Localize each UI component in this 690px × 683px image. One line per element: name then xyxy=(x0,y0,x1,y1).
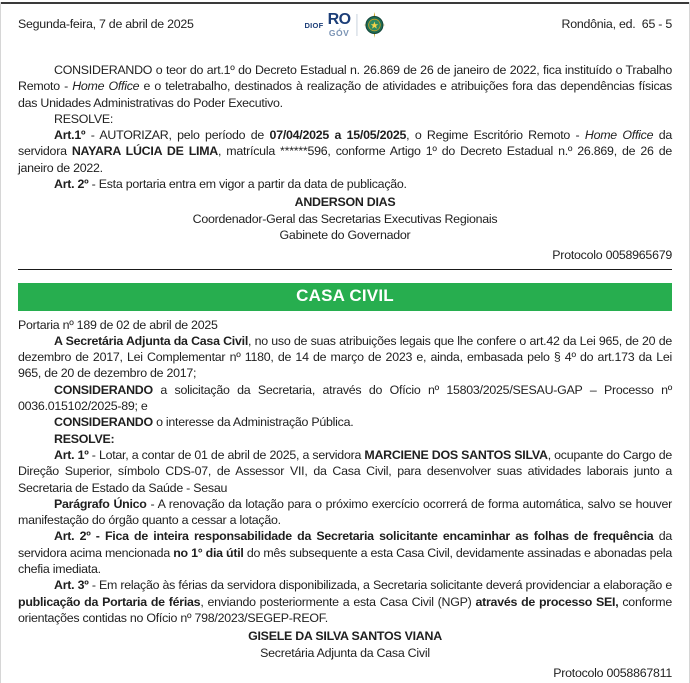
ro-gov-logo-text xyxy=(328,12,351,38)
text-run: a solicitação da Secretaria, através do Ofício nº 15803/2025/SESAU-GAP – Processo nº 0036.015102/2025-89; e xyxy=(18,382,672,414)
text-run: , enviando posteriormente a esta Casa Civil (NGP) xyxy=(200,594,476,609)
text-run: Art. 3º xyxy=(54,578,89,593)
text-run: conforme orientações contidas no Ofício nº 798/2023/SEGEP-REOF. xyxy=(18,594,673,625)
text-run: NAYARA LÚCIA DE LIMA xyxy=(71,144,218,159)
ro-logo-text: RO xyxy=(327,11,351,29)
portaria-home-office-paragraphs xyxy=(18,62,672,192)
page-header xyxy=(1,4,689,50)
text-run: Parágrafo Único xyxy=(54,496,147,511)
diof-logo-text: DIOF xyxy=(304,20,324,30)
logo-divider xyxy=(357,14,358,36)
text-run: o interesse da Administração Pública. xyxy=(152,415,354,430)
gov-logo-text: GÓV xyxy=(328,28,350,39)
header-date: Segunda-feira, 7 de abril de 2025 xyxy=(18,17,194,31)
signatory-role: Secretária Adjunta da Casa Civil xyxy=(260,645,430,660)
text-run: da servidora xyxy=(18,128,673,159)
text-run: , no uso de suas atribuições legais que lhe confere o art.42 da Lei 965, de 20 de dezembro de 2017, Lei Complementar nº 1180, de 14 de março de 2023 e, ainda, embasada pelo § 4º do art.173 da Lei 965, de 20 de dezembro de 2017; xyxy=(18,333,672,381)
text-run: Art.1º xyxy=(54,128,86,143)
rondonia-coat-of-arms-icon xyxy=(364,12,386,38)
casa-civil-banner xyxy=(18,283,672,311)
text-run: - Lotar, a contar de 01 de abril de 2025, a servidora xyxy=(88,447,365,462)
signatory-office: Gabinete do Governador xyxy=(279,227,411,242)
header-edition: Rondônia, ed. 65 - 5 xyxy=(561,17,672,31)
text-run: , o Regime Escritório Remoto - xyxy=(406,128,585,143)
portaria-home-office-section xyxy=(18,62,672,264)
text-run: do mês subsequente a esta Casa Civil, devidamente assinadas e abonadas pela chefia imediata. xyxy=(18,545,672,577)
portaria-189-paragraph-9 xyxy=(18,577,672,626)
text-run: Art. 2º xyxy=(54,177,89,192)
text-run: A Secretária Adjunta da Casa Civil xyxy=(54,333,249,348)
signature-block-gisele-viana xyxy=(18,628,672,661)
text-run: 07/04/2025 a 15/05/2025 xyxy=(269,128,407,143)
text-run: Home Office xyxy=(72,79,140,94)
portaria-home-office-paragraph-1 xyxy=(18,62,672,111)
text-run: - Em relação às férias da servidora disponibilizada, a Secretaria solicitante deverá providenciar a elaboração e xyxy=(88,578,672,593)
document-body xyxy=(1,62,689,681)
portaria-189-paragraph-8 xyxy=(18,528,672,577)
text-run: Portaria nº 189 de 02 de abril de 2025 xyxy=(18,317,218,332)
portaria-189-paragraph-5 xyxy=(18,431,672,447)
casa-civil-section xyxy=(18,283,672,682)
text-run: CONSIDERANDO xyxy=(54,382,153,397)
signatory-role: Coordenador-Geral das Secretarias Executivas Regionais xyxy=(192,211,498,226)
portaria-189-paragraph-1 xyxy=(18,317,672,333)
text-run: , ocupante do Cargo de Direção Superior, símbolo CDS-07, de Assessor VII, da Casa Civil, para desenvolver suas atividades laborais junto a Secretaria de Estado da Saúde - Sesau xyxy=(18,447,673,495)
signatory-name: ANDERSON DIAS xyxy=(294,195,396,210)
casa-civil-banner-title: CASA CIVIL xyxy=(296,286,394,306)
portaria-189-paragraph-2 xyxy=(18,333,672,382)
text-run: RESOLVE: xyxy=(54,111,114,126)
portaria-189-paragraph-4 xyxy=(18,414,672,430)
text-run: publicação da Portaria de férias xyxy=(18,594,201,609)
text-run: - A renovação da lotação para o próximo exercício ocorrerá de forma automática, salvo se houver manifestação do órgão quanto a cessar a lotação. xyxy=(18,496,672,528)
protocol-number-1: Protocolo 0058965679 xyxy=(552,248,672,263)
section-divider xyxy=(18,269,672,270)
signatory-name: GISELE DA SILVA SANTOS VIANA xyxy=(248,629,442,644)
diario-oficial-page xyxy=(0,2,690,683)
portaria-189-paragraph-7 xyxy=(18,496,672,529)
portaria-189-paragraphs xyxy=(18,317,672,627)
text-run: - AUTORIZAR, pelo período de xyxy=(85,128,270,143)
text-run: RESOLVE: xyxy=(54,431,115,446)
portaria-home-office-paragraph-3 xyxy=(18,127,672,176)
text-run: CONSIDERANDO o teor do art.1º do Decreto Estadual n. 26.869 de 26 de janeiro de 2022, fica instituído o Trabalho Remoto - xyxy=(18,63,672,94)
text-run: - Esta portaria entra em vigor a partir da data de publicação. xyxy=(88,177,407,192)
diof-logo xyxy=(304,12,385,38)
text-run: CONSIDERANDO xyxy=(54,415,153,430)
text-run: MARCIENE DOS SANTOS SILVA xyxy=(364,447,548,462)
portaria-home-office-paragraph-2 xyxy=(18,111,672,127)
signature-block-anderson-dias xyxy=(18,194,672,243)
text-run: no 1° dia útil xyxy=(173,545,244,560)
text-run: Home Office xyxy=(584,128,654,143)
portaria-home-office-paragraph-4 xyxy=(18,176,672,192)
text-run: , matrícula ******596, conforme Artigo 1º do Decreto Estadual n.º 26.869, de 26 de janeiro de 2022. xyxy=(18,144,672,175)
portaria-189-paragraph-6 xyxy=(18,447,672,496)
text-run: da servidora acima mencionada xyxy=(18,529,672,560)
text-run: Art. 2º - Fica de inteira responsabilidade da Secretaria solicitante encaminhar as folhas de frequência xyxy=(54,529,654,544)
text-run: através de processo SEI, xyxy=(475,594,619,609)
text-run: Art. 1º xyxy=(54,447,89,462)
text-run: e o teletrabalho, destinados à realização de atividades e atribuições fora das dependências físicas das Unidades Administrativas do Poder Executivo. xyxy=(18,79,672,110)
protocol-number-2: Protocolo 0058867811 xyxy=(553,665,672,680)
portaria-189-paragraph-3 xyxy=(18,382,672,415)
